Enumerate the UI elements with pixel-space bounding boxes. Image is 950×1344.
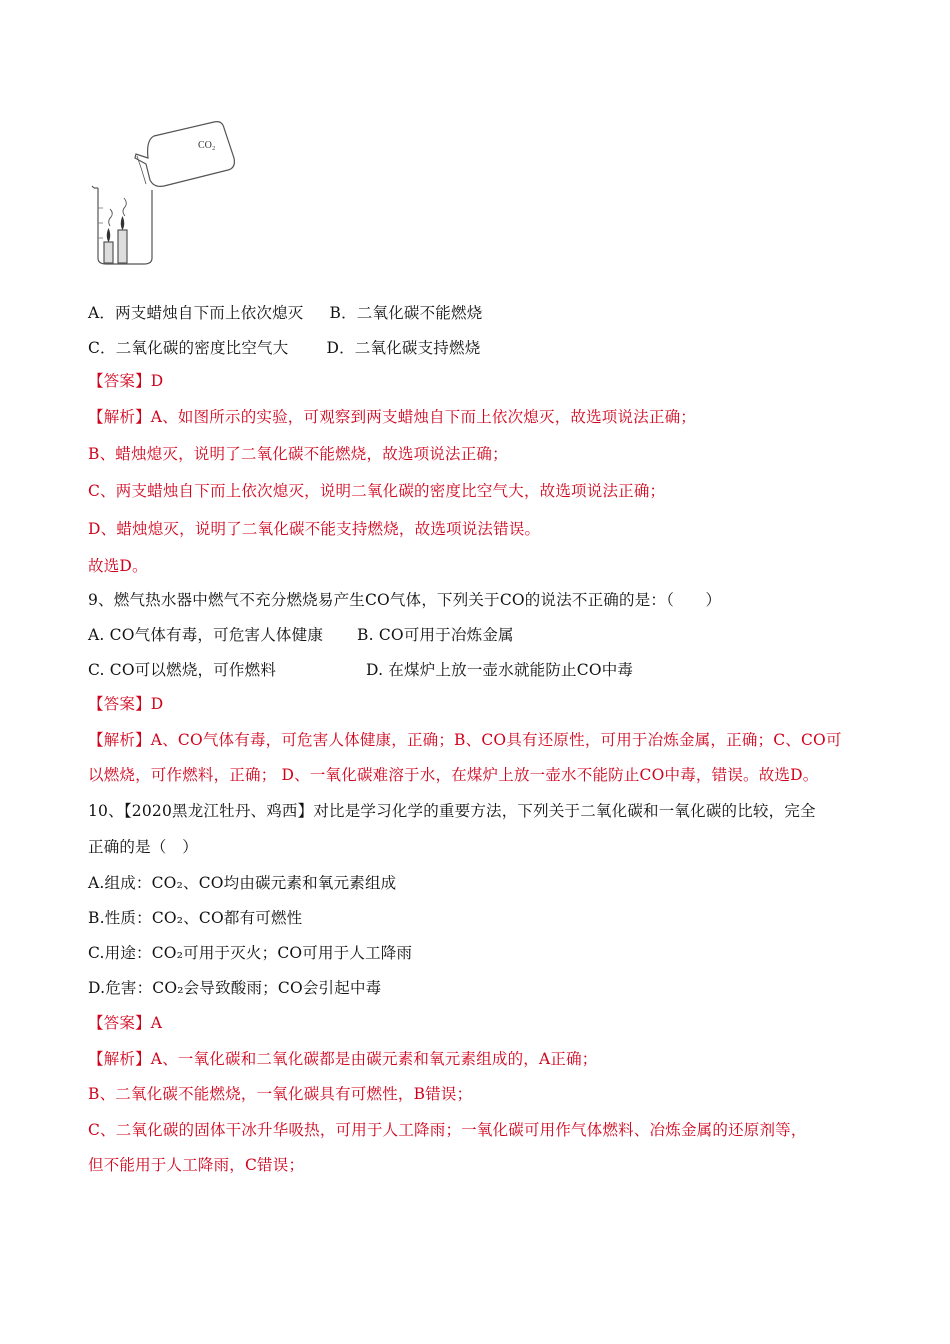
q8-option-b: B．二氧化碳不能燃烧 [329, 304, 483, 322]
flame-right [121, 216, 125, 230]
q8-options-row-2 [88, 337, 480, 359]
q10-option-b: B.性质：CO₂、CO都有可燃性 [88, 909, 303, 927]
q9-analysis-line-1: 【解析】A、CO气体有毒，可危害人体健康，正确；B、CO具有还原性，可用于冶炼金属，正确；C、CO可 [88, 731, 842, 749]
candle-smoke-left [109, 209, 113, 226]
q10-analysis-line-1: 【解析】A、一氧化碳和二氧化碳都是由碳元素和氧元素组成的，A正确； [88, 1050, 598, 1068]
gas-bottle [135, 122, 234, 187]
pouring-stream [137, 156, 146, 184]
q9-options-row-1 [88, 624, 514, 646]
q8-analysis-line-1: 【解析】A、如图所示的实验，可观察到两支蜡烛自下而上依次熄灭，故选项说法正确； [88, 408, 696, 426]
q9-option-a: A. CO气体有毒，可危害人体健康 [88, 626, 324, 644]
q10-option-d: D.危害：CO₂会导致酸雨；CO会引起中毒 [88, 979, 382, 997]
candle-right [118, 230, 127, 263]
q10-answer: 【答案】A [88, 1014, 163, 1032]
q8-answer: 【答案】D [88, 372, 164, 390]
candle-left [104, 242, 113, 263]
q10-stem-line-2: 正确的是（ ） [88, 838, 198, 856]
q8-option-c: C．二氧化碳的密度比空气大 [88, 339, 289, 357]
q8-analysis-line-2: B、蜡烛熄灭，说明了二氧化碳不能燃烧，故选项说法正确； [88, 445, 508, 463]
q9-stem: 9、燃气热水器中燃气不充分燃烧易产生CO气体，下列关于CO的说法不正确的是：（ ） [88, 591, 722, 609]
q8-analysis-line-4: D、蜡烛熄灭，说明了二氧化碳不能支持燃烧，故选项说法错误。 [88, 520, 541, 538]
flame-left [107, 228, 111, 242]
co2-candle-experiment-figure [88, 118, 248, 273]
q10-option-a: A.组成：CO₂、CO均由碳元素和氧元素组成 [88, 874, 397, 892]
q9-option-c: C. CO可以燃烧，可作燃料 [88, 661, 277, 679]
q8-options-row-1 [88, 302, 482, 324]
q10-analysis-line-2: B、二氧化碳不能燃烧，一氧化碳具有可燃性，B错误； [88, 1085, 473, 1103]
q10-analysis-line-4: 但不能用于人工降雨，C错误； [88, 1156, 305, 1174]
q10-analysis-line-3: C、二氧化碳的固体干冰升华吸热，可用于人工降雨；一氧化碳可用作气体燃料、冶炼金属的还原剂等， [88, 1121, 807, 1139]
q8-analysis-line-3: C、两支蜡烛自下而上依次熄灭，说明二氧化碳的密度比空气大，故选项说法正确； [88, 482, 666, 500]
q9-option-d: D. 在煤炉上放一壶水就能防止CO中毒 [366, 661, 634, 679]
figure-co2-label: CO₂ [198, 140, 216, 151]
q9-answer: 【答案】D [88, 695, 164, 713]
q9-options-row-2 [88, 659, 633, 681]
q8-option-a: A．两支蜡烛自下而上依次熄灭 [88, 304, 304, 322]
q8-option-d: D．二氧化碳支持燃烧 [326, 339, 481, 357]
q9-option-b: B. CO可用于冶炼金属 [357, 626, 514, 644]
q10-stem-line-1: 10、【2020黑龙江牡丹、鸡西】对比是学习化学的重要方法，下列关于二氧化碳和一氧化碳的比较，完全 [88, 802, 816, 820]
q8-conclusion: 故选D。 [88, 557, 148, 575]
candle-smoke-right [123, 198, 126, 216]
q10-option-c: C.用途：CO₂可用于灭火；CO可用于人工降雨 [88, 944, 413, 962]
q9-analysis-line-2: 以燃烧，可作燃料，正确； D、一氧化碳难溶于水，在煤炉上放一壶水不能防止CO中毒，错误。故选D。 [88, 766, 819, 784]
